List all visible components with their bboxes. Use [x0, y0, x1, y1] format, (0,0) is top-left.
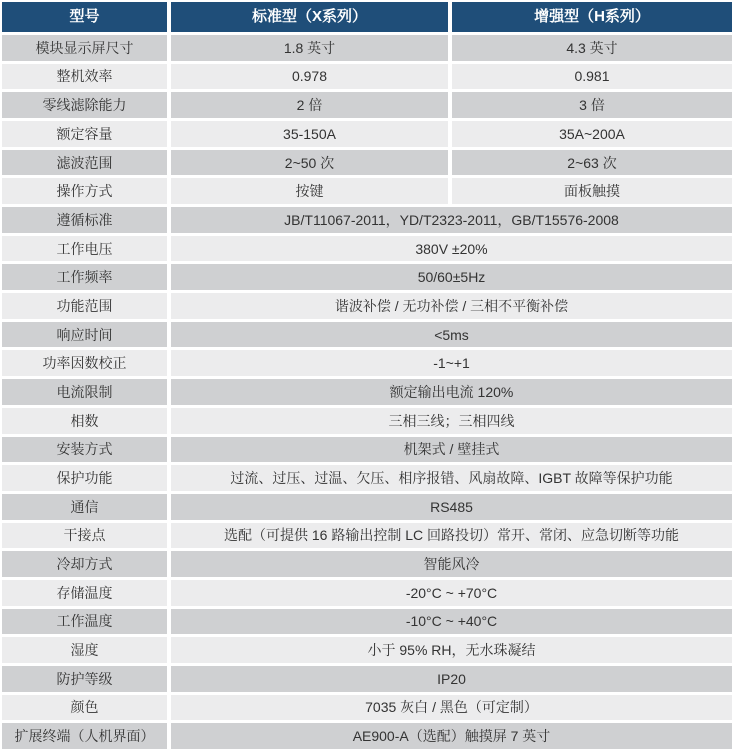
spec-row-label: 功能范围 — [2, 293, 167, 319]
spec-row-label: 冷却方式 — [2, 551, 167, 577]
spec-row-label: 功率因数校正 — [2, 350, 167, 376]
spec-row-value-enhanced: 0.981 — [452, 64, 732, 90]
spec-row-label: 安装方式 — [2, 437, 167, 463]
header-standard-series: 标准型（X系列） — [171, 2, 448, 32]
spec-row-label: 相数 — [2, 408, 167, 434]
spec-row-label: 通信 — [2, 494, 167, 520]
spec-row-value: 机架式 / 壁挂式 — [171, 437, 732, 463]
spec-row-value: 选配（可提供 16 路输出控制 LC 回路投切）常开、常闭、应急切断等功能 — [171, 523, 732, 549]
spec-row-label: 操作方式 — [2, 178, 167, 204]
spec-row-label: 工作温度 — [2, 609, 167, 635]
spec-row-label: 模块显示屏尺寸 — [2, 35, 167, 61]
spec-row-label: 响应时间 — [2, 322, 167, 348]
spec-row-value: 过流、过压、过温、欠压、相序报错、风扇故障、IGBT 故障等保护功能 — [171, 465, 732, 491]
spec-row-label: 工作频率 — [2, 264, 167, 290]
spec-row-label: 零线滤除能力 — [2, 92, 167, 118]
spec-row-value-standard: 0.978 — [171, 64, 448, 90]
spec-row-value-enhanced: 2~63 次 — [452, 150, 732, 176]
header-model: 型号 — [2, 2, 167, 32]
spec-row-value: 智能风冷 — [171, 551, 732, 577]
spec-row-value: 7035 灰白 / 黑色（可定制） — [171, 695, 732, 721]
spec-row-value: 额定输出电流 120% — [171, 379, 732, 405]
spec-row-value-standard: 2~50 次 — [171, 150, 448, 176]
spec-row-value: IP20 — [171, 666, 732, 692]
header-enhanced-series: 增强型（H系列） — [452, 2, 732, 32]
spec-row-value: 小于 95% RH，无水珠凝结 — [171, 637, 732, 663]
spec-row-label: 工作电压 — [2, 236, 167, 262]
spec-row-value: -10°C ~ +40°C — [171, 609, 732, 635]
spec-row-label: 整机效率 — [2, 64, 167, 90]
spec-row-value-standard: 2 倍 — [171, 92, 448, 118]
spec-row-value: RS485 — [171, 494, 732, 520]
product-spec-table — [2, 2, 732, 749]
spec-row-label: 防护等级 — [2, 666, 167, 692]
spec-row-value-enhanced: 面板触摸 — [452, 178, 732, 204]
spec-row-value: AE900-A（选配）触摸屏 7 英寸 — [171, 723, 732, 749]
spec-row-label: 干接点 — [2, 523, 167, 549]
spec-row-value-standard: 35-150A — [171, 121, 448, 147]
spec-row-value-standard: 1.8 英寸 — [171, 35, 448, 61]
spec-row-value: 50/60±5Hz — [171, 264, 732, 290]
spec-row-label: 扩展终端（人机界面） — [2, 723, 167, 749]
spec-row-label: 湿度 — [2, 637, 167, 663]
spec-row-value: 三相三线；三相四线 — [171, 408, 732, 434]
spec-row-value: -20°C ~ +70°C — [171, 580, 732, 606]
spec-row-label: 滤波范围 — [2, 150, 167, 176]
spec-row-value: JB/T11067-2011，YD/T2323-2011，GB/T15576-2008 — [171, 207, 732, 233]
spec-row-label: 颜色 — [2, 695, 167, 721]
spec-row-value: <5ms — [171, 322, 732, 348]
spec-row-value: 380V ±20% — [171, 236, 732, 262]
spec-row-label: 额定容量 — [2, 121, 167, 147]
spec-row-value: 谐波补偿 / 无功补偿 / 三相不平衡补偿 — [171, 293, 732, 319]
spec-row-value-enhanced: 3 倍 — [452, 92, 732, 118]
spec-row-label: 存储温度 — [2, 580, 167, 606]
spec-row-label: 保护功能 — [2, 465, 167, 491]
spec-row-label: 电流限制 — [2, 379, 167, 405]
spec-row-value-enhanced: 4.3 英寸 — [452, 35, 732, 61]
spec-row-value: -1~+1 — [171, 350, 732, 376]
spec-row-value-enhanced: 35A~200A — [452, 121, 732, 147]
spec-row-label: 遵循标准 — [2, 207, 167, 233]
spec-row-value-standard: 按键 — [171, 178, 448, 204]
